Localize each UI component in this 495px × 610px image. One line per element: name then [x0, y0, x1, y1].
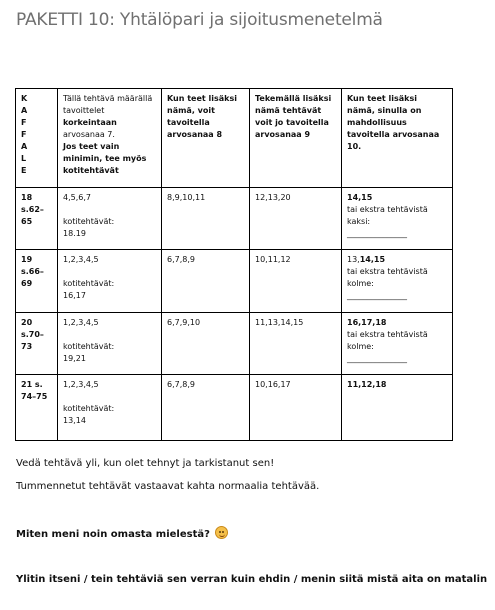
instruction-line-2: Tummennetut tehtävät vastaavat kahta normaalia tehtävää.	[16, 481, 320, 492]
header-grade9: Tekemällä lisäksi nämä tehtävät voit jo tavoitella arvosanaa 9	[250, 89, 342, 188]
base-tasks: 1,2,3,4,5	[63, 255, 99, 264]
grade10-bold: 14,15	[359, 255, 386, 264]
cell-grade10	[342, 375, 453, 441]
self-assessment-options: Ylitin itseni / tein tehtäviä sen verran kuin ehdin / menin siitä mistä aita on matalin	[16, 574, 488, 585]
header-grade8: Kun teet lisäksi nämä, voit tavoitella arvosanaa 8	[162, 89, 250, 188]
cell-grade10	[342, 250, 453, 313]
home-tasks: 18.19	[63, 229, 86, 238]
cell-kaffale: 20 s.70–73	[16, 313, 58, 375]
home-label: kotitehtävät:	[63, 342, 115, 351]
cell-grade8: 8,9,10,11	[162, 188, 250, 250]
cell-grade8: 6,7,8,9	[162, 250, 250, 313]
grade10-bold: 11,12,18	[347, 380, 387, 389]
grade10-blank: _______________	[347, 291, 407, 300]
table-row	[16, 313, 453, 375]
kaffale-letter: F	[21, 130, 27, 139]
base-tasks: 1,2,3,4,5	[63, 380, 99, 389]
cell-grade9: 11,13,14,15	[250, 313, 342, 375]
home-label: kotitehtävät:	[63, 404, 115, 413]
grade10-extra: tai ekstra tehtävistä kolme:	[347, 330, 428, 351]
header-grade7	[58, 89, 162, 188]
question-text: Miten meni noin omasta mielestä?	[16, 529, 210, 540]
home-label: kotitehtävät:	[63, 279, 115, 288]
grade10-bold: 14,15	[347, 193, 373, 202]
grade10-bold: 16,17,18	[347, 318, 387, 327]
assignment-table	[15, 88, 453, 441]
home-tasks: 13,14	[63, 416, 86, 425]
page-title: PAKETTI 10: Yhtälöpari ja sijoitusmenetelmä	[16, 10, 383, 30]
cell-grade10	[342, 188, 453, 250]
grade10-blank: _______________	[347, 229, 407, 238]
kaffale-vertical-label	[21, 93, 52, 177]
header-grade7-text2: arvosanaa 7.	[63, 130, 115, 139]
kaffale-letter: F	[21, 118, 27, 127]
cell-base	[58, 250, 162, 313]
smiling-face-icon	[215, 526, 228, 539]
cell-kaffale: 19 s.66–69	[16, 250, 58, 313]
header-kaffale	[16, 89, 58, 188]
grade10-prefix: 13,	[347, 255, 360, 264]
home-tasks: 16,17	[63, 291, 86, 300]
instruction-line-1: Vedä tehtävä yli, kun olet tehnyt ja tarkistanut sen!	[16, 458, 275, 469]
header-grade7-text: Tällä tehtävä määrällä tavoittelet	[63, 94, 153, 115]
grade10-extra: tai ekstra tehtävistä kolme:	[347, 267, 428, 288]
kaffale-letter: L	[21, 154, 27, 163]
cell-grade9: 10,11,12	[250, 250, 342, 313]
base-tasks: 4,5,6,7	[63, 193, 91, 202]
cell-base	[58, 375, 162, 441]
kaffale-letter: A	[21, 106, 28, 115]
header-grade10: Kun teet lisäksi nämä, sinulla on mahdollisuus tavoitella arvosanaa 10.	[342, 89, 453, 188]
cell-grade8: 6,7,9,10	[162, 313, 250, 375]
cell-base	[58, 188, 162, 250]
grade10-blank: _______________	[347, 354, 407, 363]
table-row	[16, 375, 453, 441]
table-header-row	[16, 89, 453, 188]
cell-kaffale: 21 s. 74–75	[16, 375, 58, 441]
cell-grade9: 10,16,17	[250, 375, 342, 441]
cell-kaffale: 18 s.62–65	[16, 188, 58, 250]
header-grade7-bold: korkeintaan	[63, 118, 117, 127]
kaffale-letter: A	[21, 142, 28, 151]
home-label: kotitehtävät:	[63, 217, 115, 226]
kaffale-letter: K	[21, 94, 28, 103]
cell-grade10	[342, 313, 453, 375]
kaffale-letter: E	[21, 166, 27, 175]
cell-base	[58, 313, 162, 375]
home-tasks: 19,21	[63, 354, 86, 363]
table-row	[16, 250, 453, 313]
self-assessment-question	[16, 526, 228, 540]
base-tasks: 1,2,3,4,5	[63, 318, 99, 327]
header-grade7-minimum: Jos teet vain minimin, tee myös kotitehtävät	[63, 142, 147, 175]
cell-grade8: 6,7,8,9	[162, 375, 250, 441]
cell-grade9: 12,13,20	[250, 188, 342, 250]
table-row	[16, 188, 453, 250]
grade10-extra: tai ekstra tehtävistä kaksi:	[347, 205, 428, 226]
